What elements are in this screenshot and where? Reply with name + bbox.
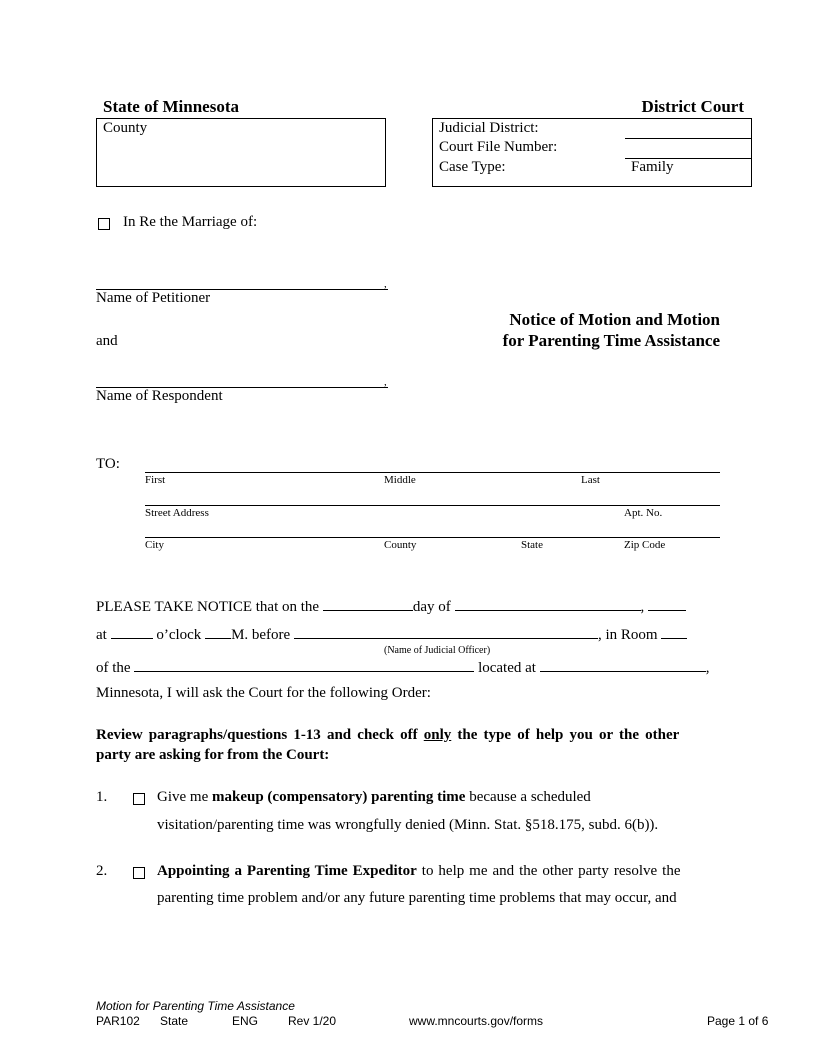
judicial-officer-field[interactable] xyxy=(294,626,598,639)
zip-label: Zip Code xyxy=(624,539,666,551)
instructions-line1 xyxy=(96,727,679,744)
to-label: TO: xyxy=(96,456,120,472)
notice-line4: Minnesota, I will ask the Court for the following Order: xyxy=(96,685,431,701)
room-field[interactable] xyxy=(661,626,687,639)
item-1-line2: visitation/parenting time was wrongfully denied (Minn. Stat. §518.175, subd. 6(b)). xyxy=(157,817,659,833)
item-2-checkbox[interactable] xyxy=(133,867,145,879)
footer-rev: Rev 1/20 xyxy=(288,1014,337,1028)
first-label: First xyxy=(145,474,166,486)
footer-scope: State xyxy=(160,1014,189,1028)
instructions-line2: party are asking for from the Court: xyxy=(96,747,330,763)
city-label: City xyxy=(145,539,164,551)
item-1-line1 xyxy=(157,789,591,806)
address-location-field[interactable] xyxy=(540,659,706,672)
and-label: and xyxy=(96,333,118,349)
footer-url[interactable]: www.mncourts.gov/forms xyxy=(409,1014,544,1028)
county-label-small: County xyxy=(384,539,417,551)
county-label: County xyxy=(103,120,148,136)
street-label: Street Address xyxy=(145,507,209,519)
case-type-label: Case Type: xyxy=(439,159,506,175)
item-number: 1. xyxy=(96,789,108,805)
apt-label: Apt. No. xyxy=(624,507,663,519)
last-label: Last xyxy=(581,474,600,486)
text: day of xyxy=(412,599,451,615)
petitioner-label: Name of Petitioner xyxy=(96,290,211,306)
marriage-label: In Re the Marriage of: xyxy=(123,214,258,230)
text: , xyxy=(705,660,710,676)
footer-form-id: PAR102 xyxy=(96,1014,140,1028)
court-file-number-label: Court File Number: xyxy=(439,139,558,155)
title-line1: Notice of Motion and Motion xyxy=(509,310,720,329)
month-field[interactable] xyxy=(455,598,641,611)
court-location-field[interactable] xyxy=(134,659,474,672)
text: at xyxy=(96,627,107,643)
text: PLEASE TAKE NOTICE that on the xyxy=(96,599,320,615)
text: o’clock xyxy=(156,627,202,643)
middle-label: Middle xyxy=(384,474,416,486)
officer-caption: (Name of Judicial Officer) xyxy=(384,645,491,656)
text: Give me xyxy=(157,789,212,805)
judicial-district-field[interactable] xyxy=(625,138,751,139)
case-type-value: Family xyxy=(631,159,674,175)
text: Review paragraphs/questions 1-13 and check off xyxy=(96,727,424,743)
footer-title: Motion for Parenting Time Assistance xyxy=(96,999,295,1013)
comma: , xyxy=(384,278,387,290)
county-box[interactable] xyxy=(96,118,386,187)
text: M. before xyxy=(231,627,291,643)
case-info-box xyxy=(432,118,752,187)
item-2-line2: parenting time problem and/or any future parenting time problems that may occur, and xyxy=(157,890,677,906)
state-label: State xyxy=(521,539,543,551)
text: , in Room xyxy=(597,627,658,643)
title-line2: for Parenting Time Assistance xyxy=(502,331,720,350)
notice-line1 xyxy=(96,598,686,616)
text: located at xyxy=(478,660,536,676)
footer-lang: ENG xyxy=(232,1014,259,1028)
court-heading: District Court xyxy=(641,97,744,116)
footer-page: Page 1 of 6 xyxy=(707,1014,769,1028)
hour-field[interactable] xyxy=(111,626,153,639)
text: makeup (compensatory) parenting time xyxy=(211,789,466,805)
text: because a scheduled xyxy=(465,789,591,805)
text: Appointing a Parenting Time Expeditor xyxy=(157,863,417,879)
item-2-line1 xyxy=(157,863,680,880)
am-pm-field[interactable] xyxy=(205,626,231,639)
item-number: 2. xyxy=(96,863,108,879)
item-1-checkbox[interactable] xyxy=(133,793,145,805)
name-field[interactable] xyxy=(145,472,720,473)
notice-line3 xyxy=(96,659,709,677)
text: , xyxy=(640,599,645,615)
text: of the xyxy=(96,660,131,676)
day-field[interactable] xyxy=(323,598,413,611)
year-field[interactable] xyxy=(648,598,686,611)
notice-line2 xyxy=(96,626,687,644)
respondent-label: Name of Respondent xyxy=(96,388,223,404)
text: only xyxy=(423,727,452,743)
text: to help me and the other party resolve the xyxy=(416,863,681,879)
address-field[interactable] xyxy=(145,505,720,506)
judicial-district-label: Judicial District: xyxy=(439,120,539,136)
state-heading: State of Minnesota xyxy=(103,97,239,116)
city-field[interactable] xyxy=(145,537,720,538)
marriage-checkbox[interactable] xyxy=(98,218,110,230)
text: the type of help you or the other xyxy=(451,727,680,743)
comma: , xyxy=(384,376,387,388)
